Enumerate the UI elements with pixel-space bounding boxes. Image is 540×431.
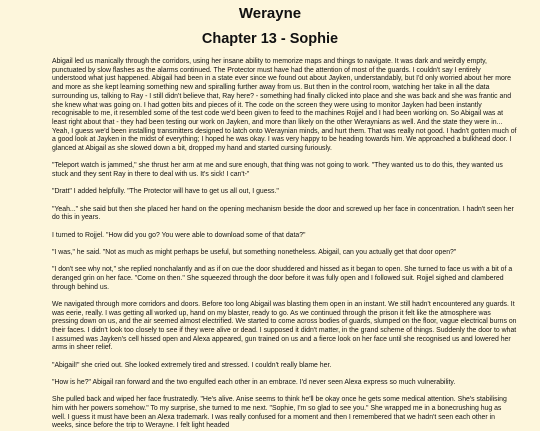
chapter-body: [52, 58, 517, 431]
paragraph: "Dratt" I added helpfully. "The Protector will have to get us all out, I guess.": [52, 188, 279, 196]
paragraph: "I was," he said. "Not as much as might perhaps be useful, but something nonetheless. Abigail, can you actually get that door open?": [52, 248, 457, 256]
paragraph: "I don't see why not," she replied nonchalantly and as if on cue the door shuddered and hissed as it began to open. She turned to face us with a bit of a deranged grin on her face. "Come on then." She squeezed through the door before it was fully open and I followed suit. Rojjel sighed and clambered through behind us.: [52, 266, 513, 291]
paragraph: "Teleport watch is jammed," she thrust her arm at me and sure enough, that thing was not going to work. "They wanted us to do this, they wanted us stuck and they sent Ray in there to deal with us. It's sick! I can't-": [52, 162, 503, 179]
paragraph: She pulled back and wiped her face frustratedly. "He's alive. Anise seems to think he'll be okay once he gets some medical attention. She's stabilising him with her powers somehow." To my surprise, she turned to me next. "Sophie, I'm so glad to see you." She wrapped me in a bonecrushing hug as well. I guess it must have been an Alexa trademark. I was really confused for a moment and then I remembered that we hadn't seen each other in weeks, since before the trip to Werayne. I felt light headed: [52, 396, 507, 430]
paragraph: Abigail led us manically through the corridors, using her insane ability to memorize maps and things to navigate. It was dark and weirdly empty, punctuated by slow flashes as the alarms continued. The Protector must have had the attention of most of the guards. I couldn't say I entirely understood what just happened. Abigail had been in a state ever since we found out about Jayken, understandably, but I'd only worried about her more and more as she kept learning something new and spiralling further away from us. But then in the control room, watching her take in all the data surrounding us, talking to Ray - I still didn't believe that, Ray here? - something had finally clicked into place and she was back and she was frantic and she knew what was going on. I had gotten bits and pieces of it. The code on the screen they were using to monitor Jayken had been instantly recognisable to me, it resembled some of the test code we'd been given to feed to the machines Rojjel and I had been working on. So Abigail was at least right about that - they had been testing our work on Jayken, and more than likely on the other Weraynians as well. And the state they were in... Yeah, I guess we'd been installing transmitters designed to latch onto Weraynian minds, and hurt them. That was really not good. I hadn't gotten much of a good look at Jayken in the midst of everything; I hoped he was okay. I was very happy to be heading towards him. We approached a bulkhead door. I glanced at Abigail as she slowed down a bit, dropped my hand and started cursing furiously.: [52, 58, 517, 153]
paragraph: "Abigail!" she cried out. She looked extremely tired and stressed. I couldn't really blame her.: [52, 361, 332, 369]
paragraph: "Yeah..." she said but then she placed her hand on the opening mechanism beside the door and screwed up her face in concentration. I hadn't seen her do this in years.: [52, 205, 514, 222]
chapter-title: Chapter 13 - Sophie: [201, 31, 339, 47]
paragraph: I turned to Rojjel. "How did you go? You were able to download some of that data?": [52, 231, 306, 239]
site-title: Werayne: [238, 5, 302, 22]
paragraph: We navigated through more corridors and doors. Before too long Abigail was blasting them open in an instant. We still hadn't encountered any guards. It was eerie, really. I was getting all worked up, hand on my blaster, ready to go. As we continued through the prison it felt like the atmosphere was pressing down on us, and the air seemed almost electrified. We started to come across bodies of guards, slumped on the floor, vague electrical burns on their faces. I didn't look too closely to see if they were alive or dead. I supposed it didn't matter, in the grand scheme of things. Suddenly the door to what I assumed was Jayken's cell hissed open and Alexa appeared, gun trained on us and a fierce look on her face until she recognised us and lowered her arms in sheer relief.: [52, 300, 517, 352]
paragraph: "How is he?" Abigail ran forward and the two engulfed each other in an embrace. I'd never seen Alexa express so much vulnerability.: [52, 379, 456, 387]
